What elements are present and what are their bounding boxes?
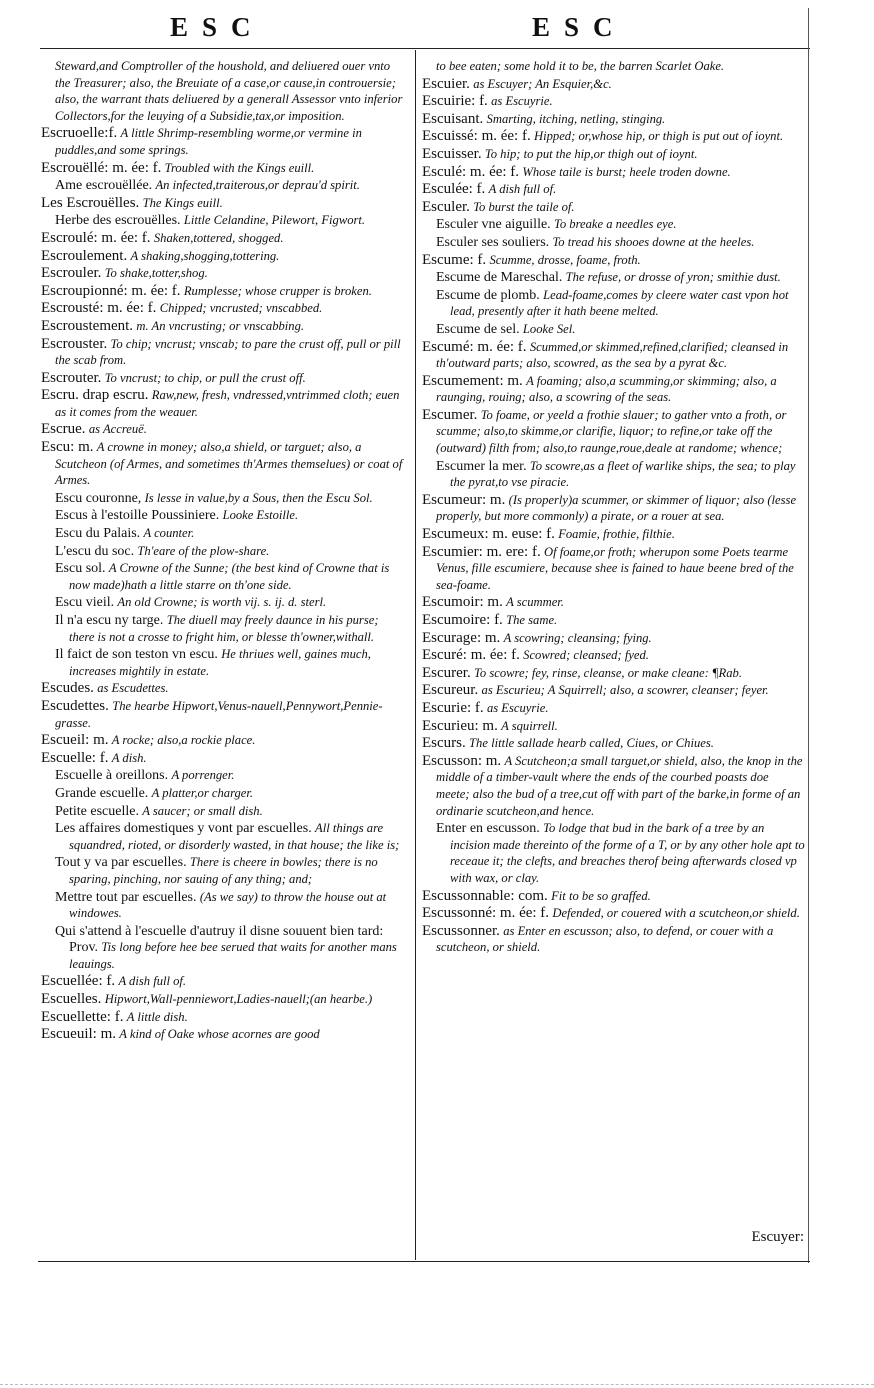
dictionary-entry — [41, 370, 403, 387]
dictionary-entry — [41, 854, 403, 887]
entry-definition: A crowne in money; also,a shield, or targuet; also, a Scutcheon (of Armes, and sometimes th'Armes themselues) or coat of Armes. — [55, 440, 403, 488]
entry-headword: Escumoire: f. — [422, 612, 503, 628]
dictionary-entry — [422, 888, 805, 905]
entry-headword: Escurer. — [422, 664, 471, 681]
dictionary-entry — [41, 248, 403, 265]
entry-definition: Fit to be so graffed. — [551, 888, 651, 903]
entry-headword: Les affaires domestiques y vont par escuelles. — [55, 821, 312, 837]
entry-headword: Escumement: m. — [422, 372, 523, 389]
dictionary-entry — [41, 1009, 403, 1026]
entry-headword: Esculer ses souliers. — [436, 234, 550, 250]
header-right: ESC — [532, 12, 627, 42]
entry-headword: Escrousté: m. ée: f. — [41, 300, 157, 317]
entry-headword: Escru. drap escru. — [41, 387, 149, 404]
dictionary-entry — [41, 336, 403, 369]
entry-headword: Esculer. — [422, 198, 470, 215]
entry-definition: Scowred; cleansed; fyed. — [523, 648, 649, 663]
entry-definition: Looke Sel. — [522, 321, 576, 336]
entry-headword: Escumoir: m. — [422, 594, 503, 611]
entry-definition: A shaking,shogging,tottering. — [130, 248, 280, 263]
entry-headword: Escudes. — [41, 680, 94, 697]
running-header — [40, 8, 810, 44]
entry-definition: Smarting, itching, netling, stinging. — [486, 111, 666, 126]
dictionary-entry — [41, 923, 403, 973]
dictionary-entry — [41, 785, 403, 802]
entry-definition: to bee eaten; some hold it to be, the barren Scarlet Oake. — [436, 59, 725, 73]
dictionary-entry — [422, 718, 805, 735]
entry-definition: The refuse, or drosse of yron; smithie dust. — [565, 270, 781, 285]
entry-definition: A porrenger. — [171, 768, 235, 783]
entry-headword: Escrouler. — [41, 265, 102, 282]
dictionary-entry — [41, 732, 403, 749]
entry-headword: Escroulement. — [41, 247, 128, 264]
entry-headword: Escuelles. — [41, 991, 102, 1008]
dictionary-entry — [422, 93, 805, 110]
entry-definition: as Escuyrie. — [486, 700, 549, 715]
dictionary-entry — [41, 160, 403, 177]
dictionary-entry — [422, 526, 805, 543]
entry-definition: The little sallade hearb called, Ciues, or Chiues. — [469, 736, 714, 751]
entry-headword: Escurage: m. — [422, 629, 501, 646]
dictionary-entry — [41, 177, 403, 194]
dictionary-entry — [41, 265, 403, 282]
dictionary-entry — [422, 630, 805, 647]
entry-definition: The hearbe Hipwort,Venus-nauell,Pennywort,Pennie-grasse. — [55, 698, 383, 730]
dictionary-entry — [41, 58, 403, 124]
dictionary-entry — [41, 612, 403, 645]
entry-headword: Escumer. — [422, 406, 478, 423]
entry-headword: Escuelle à oreillons. — [55, 768, 169, 784]
dictionary-entry — [422, 923, 805, 956]
dictionary-entry — [41, 698, 403, 731]
entry-headword: Escume de Mareschal. — [436, 270, 563, 286]
entry-headword: Escus à l'estoille Poussiniere. — [55, 508, 220, 524]
entry-definition: (As we say) to throw the house out at windowes. — [69, 889, 387, 921]
entry-headword: Escu couronne, — [55, 490, 142, 506]
entry-headword: Ame escrouëllée. — [55, 178, 153, 194]
dictionary-entry — [41, 973, 403, 990]
dictionary-entry — [41, 889, 403, 922]
scan-edge — [0, 1384, 874, 1385]
entry-headword: Esculé: m. ée: f. — [422, 163, 520, 180]
dictionary-entry — [422, 373, 805, 406]
dictionary-entry — [422, 647, 805, 664]
dictionary-entry — [422, 252, 805, 269]
entry-definition: A dish full of. — [488, 182, 557, 197]
dictionary-entry — [422, 458, 805, 491]
entry-headword: Escu: m. — [41, 439, 94, 456]
bottom-rule — [38, 1261, 810, 1262]
dictionary-entry — [41, 195, 403, 212]
entry-headword: Escuellette: f. — [41, 1008, 124, 1025]
entry-definition: A little dish. — [126, 1009, 188, 1024]
dictionary-entry — [41, 803, 403, 820]
dictionary-entry — [422, 407, 805, 457]
entry-headword: Escuisant. — [422, 110, 484, 127]
entry-headword: Escume de plomb. — [436, 287, 540, 303]
dictionary-entry — [41, 490, 403, 507]
dictionary-entry — [422, 735, 805, 752]
dictionary-entry — [422, 753, 805, 819]
dictionary-entry — [422, 612, 805, 629]
entry-definition: as Escurieu; A Squirrell; also, a scowrer, cleanser; feyer. — [481, 683, 769, 698]
entry-headword: Escuelle: f. — [41, 749, 109, 766]
entry-headword: Enter en escusson. — [436, 821, 540, 837]
dictionary-entry — [422, 820, 805, 886]
entry-definition: To scowre; fey, rinse, cleanse, or make cleane: ¶Rab. — [474, 665, 742, 680]
entry-headword: Escurs. — [422, 735, 466, 752]
dictionary-entry — [41, 820, 403, 853]
entry-definition: A squirrell. — [501, 718, 558, 733]
entry-definition: To foame, or yeeld a frothie slauer; to gather vnto a froth, or scumme; also,to skimme,or clarifie, liquor; to refine,or take off the (outward) filth from; also,to raunge,roue,deale at randome; whence; — [436, 407, 787, 456]
entry-definition: Lead-foame,comes by cleere water cast vpon hot lead, presently after it hath beene melted. — [450, 287, 789, 319]
entry-headword: Escrouster. — [41, 335, 108, 352]
entry-definition: A Scutcheon;a small targuet,or shield, also, the knop in the middle of a timber-vault where the ends of the courbed poasts doe meete; also the bud of a tree,cut off with part of the barke,in forme of an ordinarie scutcheon,and hence. — [436, 753, 803, 818]
entry-definition: The same. — [506, 613, 558, 627]
top-rule — [40, 48, 810, 49]
column-divider — [415, 50, 416, 1260]
entry-definition: A little Shrimp-resembling worme,or vermine in puddles,and some springs. — [55, 126, 362, 157]
entry-headword: Escussonnable: com. — [422, 887, 548, 904]
entry-definition: Whose taile is burst; heele troden downe. — [522, 164, 731, 179]
entry-headword: Tout y va par escuelles. — [55, 855, 187, 871]
entry-headword: Qui s'attend à l'escuelle d'autruy il disne souuent bien tard: Prov. — [55, 923, 384, 956]
dictionary-entry — [41, 212, 403, 229]
entry-definition: Scummed,or skimmed,refined,clarified; cleansed in th'outward parts; also, scowred, as the sea by a pyrat &c. — [436, 339, 789, 371]
dictionary-entry — [422, 905, 805, 922]
dictionary-entry — [41, 283, 403, 300]
entry-definition: All things are squandred, rioted, or disorderly wasted, in that house; the like is; — [69, 821, 400, 852]
dictionary-entry — [422, 594, 805, 611]
entry-definition: To hip; to put the hip,or thigh out of ioynt. — [484, 146, 698, 161]
dictionary-entry — [422, 76, 805, 93]
dictionary-entry — [422, 111, 805, 128]
entry-definition: (Is properly)a scummer, or skimmer of liquor; also (lesse properly, but more commonly) a pirate, or a rouer at sea. — [436, 492, 797, 524]
dictionary-entry — [422, 181, 805, 198]
right-column — [422, 58, 805, 957]
entry-headword: L'escu du soc. — [55, 543, 135, 559]
dictionary-entry — [422, 544, 805, 594]
dictionary-entry — [422, 321, 805, 338]
entry-definition: Tis long before hee bee serued that waits for another mans leauings. — [69, 940, 397, 971]
entry-headword: Escu vieil. — [55, 595, 115, 611]
entry-definition: An infected,traiterous,or deprau'd spirit. — [155, 178, 360, 193]
header-left: ESC — [170, 12, 265, 42]
dictionary-entry — [41, 300, 403, 317]
dictionary-entry — [422, 216, 805, 233]
entry-definition: Defended, or couered with a scutcheon,or shield. — [552, 906, 800, 921]
entry-definition: The diuell may freely daunce in his purse; there is not a crosse to fright him, or blesse th'owner,withall. — [69, 613, 379, 644]
entry-definition: Is lesse in value,by a Sous, then the Escu Sol. — [144, 490, 373, 505]
dictionary-entry — [41, 767, 403, 784]
entry-definition: A dish full of. — [118, 974, 187, 989]
entry-definition: as Enter en escusson; also, to defend, or couer with a scutcheon, or shield. — [436, 923, 774, 955]
dictionary-entry — [422, 682, 805, 699]
entry-headword: Escuellée: f. — [41, 973, 116, 990]
dictionary-entry — [422, 164, 805, 181]
entry-headword: Escumeur: m. — [422, 491, 506, 508]
entry-definition: as Accreuë. — [88, 422, 147, 437]
entry-definition: Looke Estoille. — [222, 508, 299, 523]
dictionary-entry — [422, 700, 805, 717]
entry-headword: Escusson: m. — [422, 752, 502, 769]
entry-definition: m. An vncrusting; or vnscabbing. — [136, 318, 305, 333]
catchword: Escuyer: — [751, 1229, 804, 1245]
dictionary-entry — [41, 594, 403, 611]
entry-definition: A scowring; cleansing; fying. — [503, 630, 652, 645]
entry-headword: Escumer la mer. — [436, 458, 527, 474]
dictionary-entry — [41, 560, 403, 593]
entry-definition: To breake a needles eye. — [553, 217, 677, 232]
entry-headword: Escussonner. — [422, 922, 500, 939]
entry-definition: To tread his shooes downe at the heeles. — [552, 234, 755, 249]
entry-definition: A scummer. — [506, 595, 564, 610]
entry-definition: Little Celandine, Pilewort, Figwort. — [183, 213, 366, 228]
dictionary-entry — [422, 199, 805, 216]
entry-definition: Chipped; vncrusted; vnscabbed. — [159, 301, 323, 316]
entry-definition: Rumplesse; whose crupper is broken. — [183, 283, 372, 298]
entry-headword: Escureur. — [422, 682, 479, 699]
entry-headword: Escuissé: m. ée: f. — [422, 128, 531, 145]
entry-definition: To shake,totter,shog. — [104, 266, 208, 281]
dictionary-entry — [41, 125, 403, 158]
entry-definition: Raw,new, fresh, vndressed,vntrimmed cloth; euen as it comes from the weauer. — [55, 388, 400, 419]
entry-definition: Steward,and Comptroller of the houshold, and deliuered ouer vnto the Treasurer; also, the Breuiate of a case,or cause,in controuersie; also, the warrant thats deliuered by a generall Assessor vnto inferior Collectors,for the leuying of a Subsidie,tax,or imposition. — [55, 59, 403, 123]
dictionary-entry — [41, 387, 403, 420]
dictionary-entry — [41, 439, 403, 489]
entry-headword: Escume: f. — [422, 251, 487, 268]
entry-headword: Escrue. — [41, 421, 86, 438]
dictionary-entry — [422, 234, 805, 251]
entry-definition: A Crowne of the Sunne; (the best kind of Crowne that is now made)hath a little starre on th'one side. — [69, 561, 390, 592]
dictionary-entry — [422, 665, 805, 682]
entry-definition: as Escuyrie. — [491, 94, 553, 109]
entry-definition: To lodge that bud in the bark of a tree by an incision made thereinto of the forme of a T, or by any other hole apt to receaue it; the clefts, and breaches therof being afterwards closed vp with wax, or clay. — [450, 821, 805, 885]
entry-headword: Escu sol. — [55, 561, 106, 577]
entry-definition: He thriues well, gaines much, increases mightily in estate. — [69, 647, 371, 678]
right-border — [808, 8, 809, 1263]
entry-definition: To scowre,as a fleet of warlike ships, the sea; to play the pyrat,to vse piracie. — [450, 458, 796, 490]
entry-definition: There is cheere in bowles; there is no sparing, pinching, nor sauing of any thing; and; — [69, 855, 378, 886]
entry-definition: A foaming; also,a scumming,or skimming; also, a raunging, rouing; also, a scowring of the seas. — [436, 373, 777, 405]
entry-definition: To chip; vncrust; vnscab; to pare the crust off, pull or pill the scab from. — [55, 336, 401, 368]
entry-headword: Escurie: f. — [422, 699, 484, 716]
entry-headword: Escurieu: m. — [422, 717, 498, 734]
dictionary-entry — [41, 991, 403, 1008]
entry-headword: Escroulé: m. ée: f. — [41, 229, 151, 246]
dictionary-entry — [41, 1026, 403, 1043]
dictionary-entry — [41, 646, 403, 679]
entry-headword: Esculer vne aiguille. — [436, 217, 551, 233]
dictionary-entry — [422, 269, 805, 286]
dictionary-entry — [422, 492, 805, 525]
entry-headword: Petite escuelle. — [55, 803, 139, 819]
dictionary-entry — [422, 146, 805, 163]
entry-headword: Escroupionné: m. ée: f. — [41, 282, 181, 299]
entry-definition: Shaken,tottered, shogged. — [153, 230, 284, 245]
entry-headword: Esculée: f. — [422, 181, 486, 198]
entry-headword: Escrouter. — [41, 369, 102, 386]
left-column — [41, 58, 403, 1044]
entry-headword: Escumier: m. ere: f. — [422, 543, 541, 560]
entry-definition: A saucer; or small dish. — [142, 803, 263, 818]
dictionary-entry — [41, 680, 403, 697]
entry-definition: Hipwort,Wall-penniewort,Ladies-nauell;(an hearbe.) — [104, 992, 373, 1007]
dictionary-entry — [41, 318, 403, 335]
entry-definition: An old Crowne; is worth vij. s. ij. d. sterl. — [117, 595, 327, 610]
entry-headword: Escuirie: f. — [422, 93, 488, 110]
entry-headword: Escume de sel. — [436, 321, 520, 337]
entry-headword: Herbe des escrouëlles. — [55, 213, 181, 229]
entry-headword: Il n'a escu ny targe. — [55, 613, 164, 628]
entry-headword: Grande escuelle. — [55, 785, 149, 801]
entry-definition: as Escudettes. — [97, 681, 169, 696]
entry-headword: Escumeux: m. euse: f. — [422, 526, 555, 543]
entry-definition: Th'eare of the plow-share. — [137, 543, 270, 558]
entry-definition: Foamie, frothie, filthie. — [558, 527, 675, 542]
entry-definition: Troubled with the Kings euill. — [164, 160, 315, 175]
entry-headword: Escueil: m. — [41, 732, 109, 749]
entry-headword: Mettre tout par escuelles. — [55, 889, 197, 905]
entry-headword: Escrouëllé: m. ée: f. — [41, 159, 162, 176]
dictionary-entry — [422, 339, 805, 372]
entry-headword: Escuisser. — [422, 145, 482, 162]
entry-definition: A kind of Oake whose acornes are good — [119, 1027, 320, 1042]
entry-definition: as Escuyer; An Esquier,&c. — [473, 76, 612, 91]
dictionary-entry — [422, 287, 805, 320]
entry-definition: A dish. — [111, 750, 147, 765]
entry-definition: A rocke; also,a rockie place. — [111, 733, 256, 748]
dictionary-entry — [41, 750, 403, 767]
entry-headword: Escu du Palais. — [55, 526, 141, 542]
entry-headword: Escuier. — [422, 75, 470, 92]
dictionary-page — [40, 8, 810, 1263]
dictionary-entry — [41, 525, 403, 542]
dictionary-entry — [41, 421, 403, 438]
entry-definition: The Kings euill. — [142, 195, 223, 210]
entry-definition: To burst the taile of. — [473, 199, 575, 214]
dictionary-entry — [422, 128, 805, 145]
entry-headword: Escruoelle:f. — [41, 125, 118, 142]
dictionary-entry — [41, 507, 403, 524]
entry-headword: Les Escrouëlles. — [41, 194, 140, 211]
entry-definition: To vncrust; to chip, or pull the crust off. — [104, 370, 306, 385]
entry-headword: Escussonné: m. ée: f. — [422, 905, 550, 922]
entry-headword: Escudettes. — [41, 697, 109, 714]
entry-headword: Escroustement. — [41, 317, 134, 334]
dictionary-entry — [41, 230, 403, 247]
dictionary-entry — [41, 543, 403, 560]
dictionary-entry — [422, 58, 805, 75]
entry-definition: Hipped; or,whose hip, or thigh is put out of ioynt. — [534, 129, 784, 144]
entry-definition: A platter,or charger. — [151, 785, 254, 800]
entry-headword: Escumé: m. ée: f. — [422, 338, 527, 355]
entry-headword: Escuré: m. ée: f. — [422, 647, 520, 664]
entry-headword: Il faict de son teston vn escu. — [55, 647, 218, 663]
entry-definition: Scumme, drosse, foame, froth. — [489, 252, 641, 267]
entry-headword: Escueuil: m. — [41, 1026, 116, 1043]
entry-definition: A counter. — [143, 526, 195, 541]
entry-definition: Of foame,or froth; wherupon some Poets tearme Venus, fille escumiere, because shee is fained to haue beene bred of the sea-foame. — [436, 544, 794, 592]
